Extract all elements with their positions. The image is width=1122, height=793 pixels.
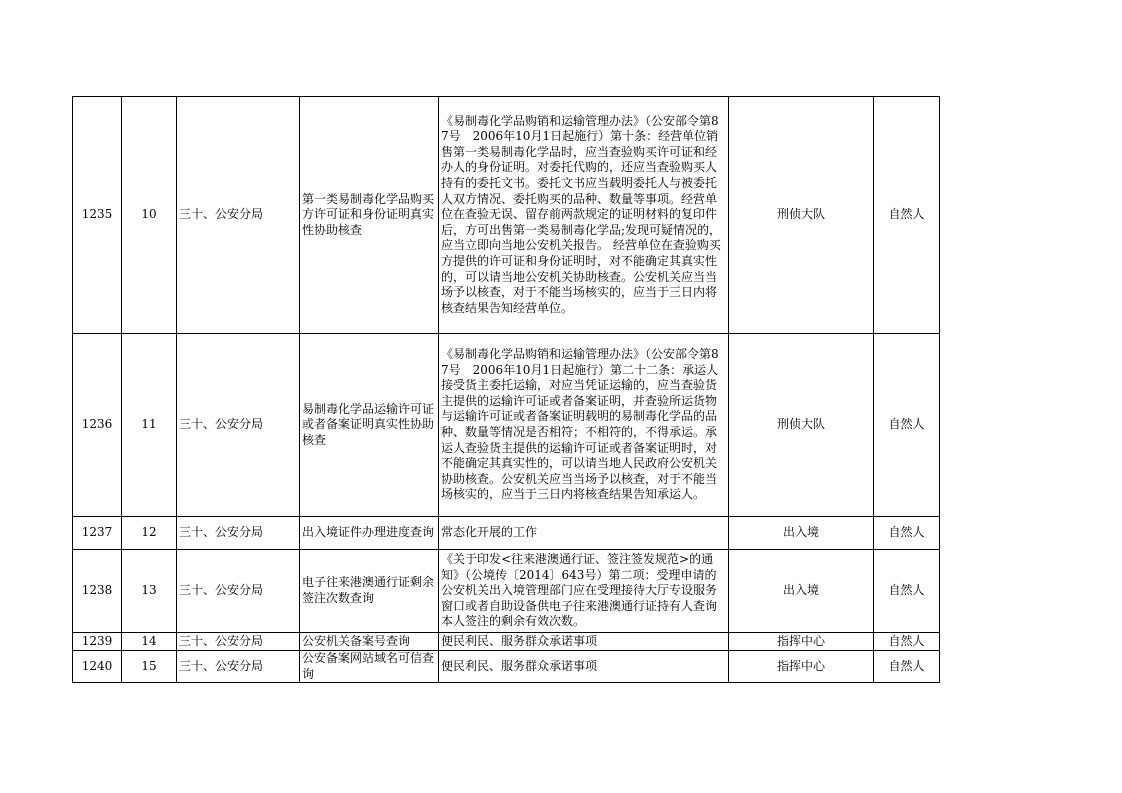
cell-no: 14 xyxy=(122,633,177,651)
cell-no: 12 xyxy=(122,517,177,550)
cell-target: 自然人 xyxy=(874,97,940,334)
cell-seq: 1237 xyxy=(73,517,122,550)
cell-seq: 1235 xyxy=(73,97,122,334)
cell-unit: 指挥中心 xyxy=(729,651,874,683)
cell-dept: 三十、公安分局 xyxy=(177,97,300,334)
cell-no: 11 xyxy=(122,334,177,517)
cell-seq: 1239 xyxy=(73,633,122,651)
cell-dept: 三十、公安分局 xyxy=(177,334,300,517)
table-row xyxy=(73,334,940,517)
cell-target: 自然人 xyxy=(874,517,940,550)
cell-unit: 出入境 xyxy=(729,517,874,550)
table-row xyxy=(73,97,940,334)
cell-item: 电子往来港澳通行证剩余签注次数查询 xyxy=(300,550,439,633)
cell-target: 自然人 xyxy=(874,334,940,517)
cell-unit: 刑侦大队 xyxy=(729,97,874,334)
cell-dept: 三十、公安分局 xyxy=(177,517,300,550)
cell-item: 公安备案网站域名可信查询 xyxy=(300,651,439,683)
cell-no: 13 xyxy=(122,550,177,633)
cell-item: 公安机关备案号查询 xyxy=(300,633,439,651)
cell-dept: 三十、公安分局 xyxy=(177,633,300,651)
table-row xyxy=(73,517,940,550)
cell-seq: 1238 xyxy=(73,550,122,633)
table-row xyxy=(73,550,940,633)
cell-unit: 出入境 xyxy=(729,550,874,633)
service-items-table xyxy=(72,96,940,683)
table-row xyxy=(73,651,940,683)
cell-seq: 1236 xyxy=(73,334,122,517)
cell-basis: 《关于印发<往来港澳通行证、签注签发规范>的通知》（公境传〔2014〕643号）第二项：受理申请的公安机关出入境管理部门应在受理接待大厅专设服务窗口或者自助设备供电子往来港澳通行证持有人查询本人签注的剩余有效次数。 xyxy=(439,550,729,633)
cell-unit: 指挥中心 xyxy=(729,633,874,651)
cell-basis: 《易制毒化学品购销和运输管理办法》（公安部令第87号 2006年10月1日起施行）第二十二条：承运人接受货主委托运输，对应当凭证运输的，应当查验货主提供的运输许可证或者备案证明，并查验所运货物与运输许可证或者备案证明载明的易制毒化学品的品种、数量等情况是否相符；不相符的，不得承运。承运人查验货主提供的运输许可证或者备案证明时，对不能确定其真实性的，可以请当地人民政府公安机关协助核查。公安机关应当当场予以核查，对于不能当场核实的，应当于三日内将核查结果告知承运人。 xyxy=(439,334,729,517)
cell-item: 易制毒化学品运输许可证或者备案证明真实性协助核查 xyxy=(300,334,439,517)
cell-basis: 便民利民、服务群众承诺事项 xyxy=(439,633,729,651)
table-row xyxy=(73,633,940,651)
cell-no: 10 xyxy=(122,97,177,334)
cell-basis: 《易制毒化学品购销和运输管理办法》（公安部令第87号 2006年10月1日起施行）第十条：经营单位销售第一类易制毒化学品时，应当查验购买许可证和经办人的身份证明。对委托代购的，还应当查验购买人持有的委托文书。委托文书应当载明委托人与被委托人双方情况、委托购买的品种、数量等事项。经营单位在查验无误、留存前两款规定的证明材料的复印件后，方可出售第一类易制毒化学品;发现可疑情况的，应当立即向当地公安机关报告。 经营单位在查验购买方提供的许可证和身份证明时，对不能确定其真实性的，可以请当地公安机关协助核查。公安机关应当当场予以核查，对于不能当场核实的，应当于三日内将核查结果告知经营单位。 xyxy=(439,97,729,334)
cell-basis: 便民利民、服务群众承诺事项 xyxy=(439,651,729,683)
cell-target: 自然人 xyxy=(874,550,940,633)
cell-target: 自然人 xyxy=(874,633,940,651)
cell-unit: 刑侦大队 xyxy=(729,334,874,517)
cell-item: 第一类易制毒化学品购买方许可证和身份证明真实性协助核查 xyxy=(300,97,439,334)
cell-item: 出入境证件办理进度查询 xyxy=(300,517,439,550)
cell-basis: 常态化开展的工作 xyxy=(439,517,729,550)
cell-dept: 三十、公安分局 xyxy=(177,651,300,683)
cell-dept: 三十、公安分局 xyxy=(177,550,300,633)
cell-target: 自然人 xyxy=(874,651,940,683)
cell-seq: 1240 xyxy=(73,651,122,683)
cell-no: 15 xyxy=(122,651,177,683)
